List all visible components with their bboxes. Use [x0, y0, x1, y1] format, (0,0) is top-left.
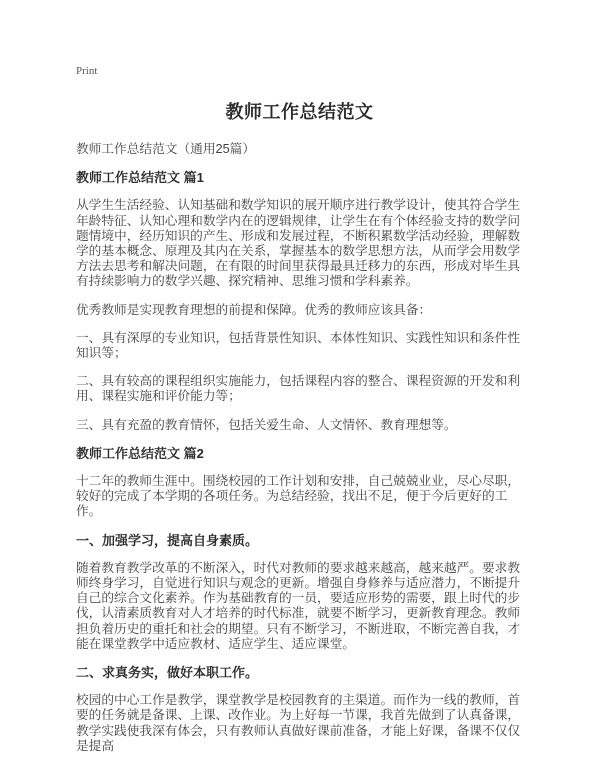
paragraph: 一、具有深厚的专业知识，包括背景性知识、本体性知识、实践性知识和条件性知识等；	[76, 330, 521, 361]
section-heading: 二、求真务实，做好本职工作。	[76, 665, 259, 681]
print-link[interactable]: Print	[76, 65, 98, 77]
paragraph: 从学生生活经验、认知基础和数学知识的展开顺序进行教学设计，使其符合学生年龄特征、认知心理和数学内在的逻辑规律，让学生在有个体经验支持的数学问题情境中，经历知识的产生、形成和发展过程，不断积累数学活动经验，理解数学的基本概念、原理及其内在关系，掌握基本的数学思想方法，从而学会用数学方法去思考和解决问题，在有限的时间里获得最具迁移力的东西，形成对毕生具有持续影响力的数学兴趣、探究精神、思维习惯和学科素养。	[76, 198, 521, 289]
document-body	[76, 170, 523, 754]
paragraph: 随着教育教学改革的不断深入，时代对教师的要求越来越高，越来越严。要求教师终身学习，自觉进行知识与观念的更新。增强自身修养与适应潜力，不断提升自己的综合文化素养。作为基础教育的一员，要适应形势的需要，跟上时代的步伐，认清素质教育对人才培养的时代标准，就要不断学习，更新教育理念。教师担负着历史的重托和社会的期望。只有不断学习，不断进取，不断完善自我，才能在课堂教学中适应教材、适应学生、适应课堂。	[76, 560, 521, 651]
section-heading: 教师工作总结范文 篇1	[76, 170, 204, 186]
document-subtitle: 教师工作总结范文（通用25篇）	[76, 142, 256, 156]
paragraph: 三、具有充盈的教育情怀，包括关爱生命、人文情怀、教育理想等。	[76, 417, 457, 432]
section-heading: 一、加强学习，提高自身素质。	[76, 532, 259, 548]
paragraph: 十二年的教师生涯中。围绕校园的工作计划和安排，自己兢兢业业，尽心尽职，较好的完成了本学期的各项任务。为总结经验，找出不足，便于今后更好的工作。	[76, 474, 521, 519]
document-title: 教师工作总结范文	[225, 102, 374, 122]
paragraph: 优秀教师是实现教育理想的前提和保障。优秀的教师应该具备：	[76, 302, 432, 317]
section-heading: 教师工作总结范文 篇2	[76, 445, 204, 461]
paragraph: 校园的中心工作是教学，课堂教学是校园教育的主渠道。而作为一线的教师，首要的任务就是备课、上课、改作业。为上好每一节课，我首先做到了认真备课，教学实践使我深有体会，只有教师认真做好课前准备，才能上好课，备课不仅仅是提高	[76, 693, 521, 753]
paragraph: 二、具有较高的课程组织实施能力，包括课程内容的整合、课程资源的开发和利用、课程实施和评价能力等；	[76, 374, 521, 404]
